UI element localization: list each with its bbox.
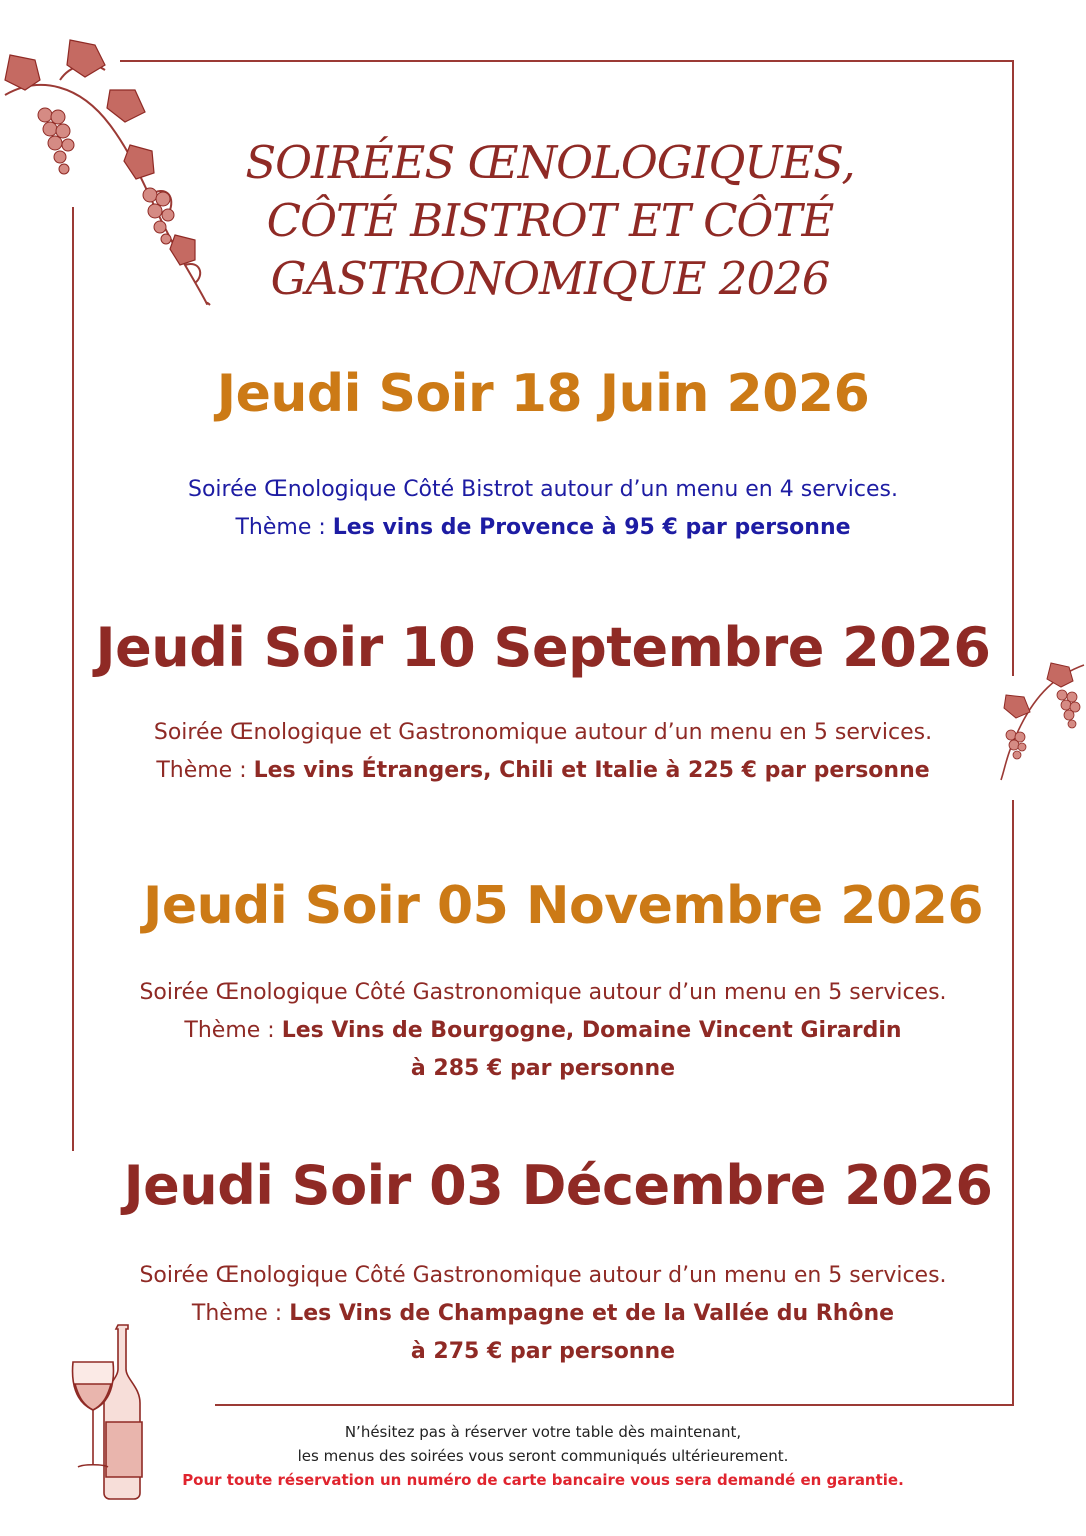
footer-line: les menus des soirées vous seront communiqués ultérieurement.: [297, 1447, 789, 1465]
event-price: [40, 1050, 1046, 1088]
event-price: [40, 1333, 1046, 1371]
event-heading-september: Jeudi Soir 10 Septembre 2026: [95, 616, 991, 679]
footer-notice: [100, 1420, 986, 1492]
event-description-june: [40, 471, 1046, 547]
theme-value: Les Vins de Champagne et de la Vallée du Rhône: [289, 1301, 895, 1326]
grapevine-icon: [0, 35, 220, 325]
price-value: à 285 € par personne: [410, 1056, 676, 1081]
page-title: [230, 134, 870, 308]
theme-label: Thème :: [184, 1018, 282, 1043]
theme-label: Thème :: [191, 1301, 290, 1326]
title-line: CÔTÉ BISTROT ET CÔTÉ: [266, 194, 834, 247]
event-intro: Soirée Œnologique Côté Bistrot autour d’un menu en 4 services.: [188, 477, 898, 502]
price-value: à 275 € par personne: [410, 1339, 676, 1364]
frame-top-line: [120, 60, 1014, 62]
event-theme: [40, 752, 1046, 790]
event-heading-december: Jeudi Soir 03 Décembre 2026: [123, 1154, 993, 1217]
title-line: GASTRONOMIQUE 2026: [270, 252, 830, 305]
event-heading-june: Jeudi Soir 18 Juin 2026: [216, 364, 870, 424]
event-description-september: [40, 714, 1046, 790]
theme-value: Les vins Étrangers, Chili et Italie à 225 € par personne: [253, 758, 930, 783]
event-heading-november: Jeudi Soir 05 Novembre 2026: [142, 876, 984, 936]
title-line: SOIRÉES ŒNOLOGIQUES,: [245, 136, 855, 189]
event-intro: Soirée Œnologique et Gastronomique autour d’un menu en 5 services.: [153, 720, 933, 745]
event-description-november: [40, 974, 1046, 1088]
theme-label: Thème :: [235, 515, 333, 540]
footer-line: N’hésitez pas à réserver votre table dès maintenant,: [344, 1423, 742, 1441]
theme-value: Les vins de Provence à 95 € par personne: [332, 515, 851, 540]
event-theme: [40, 509, 1046, 547]
event-theme: [40, 1012, 1046, 1050]
theme-label: Thème :: [156, 758, 254, 783]
frame-bottom-line: [215, 1404, 1014, 1406]
theme-value: Les Vins de Bourgogne, Domaine Vincent Girardin: [281, 1018, 902, 1043]
event-description-december: [40, 1257, 1046, 1371]
event-intro: Soirée Œnologique Côté Gastronomique autour d’un menu en 5 services.: [139, 1263, 947, 1288]
event-theme: [40, 1295, 1046, 1333]
event-intro: Soirée Œnologique Côté Gastronomique autour d’un menu en 5 services.: [139, 980, 947, 1005]
guarantee-warning: Pour toute réservation un numéro de carte bancaire vous sera demandé en garantie.: [182, 1471, 904, 1489]
